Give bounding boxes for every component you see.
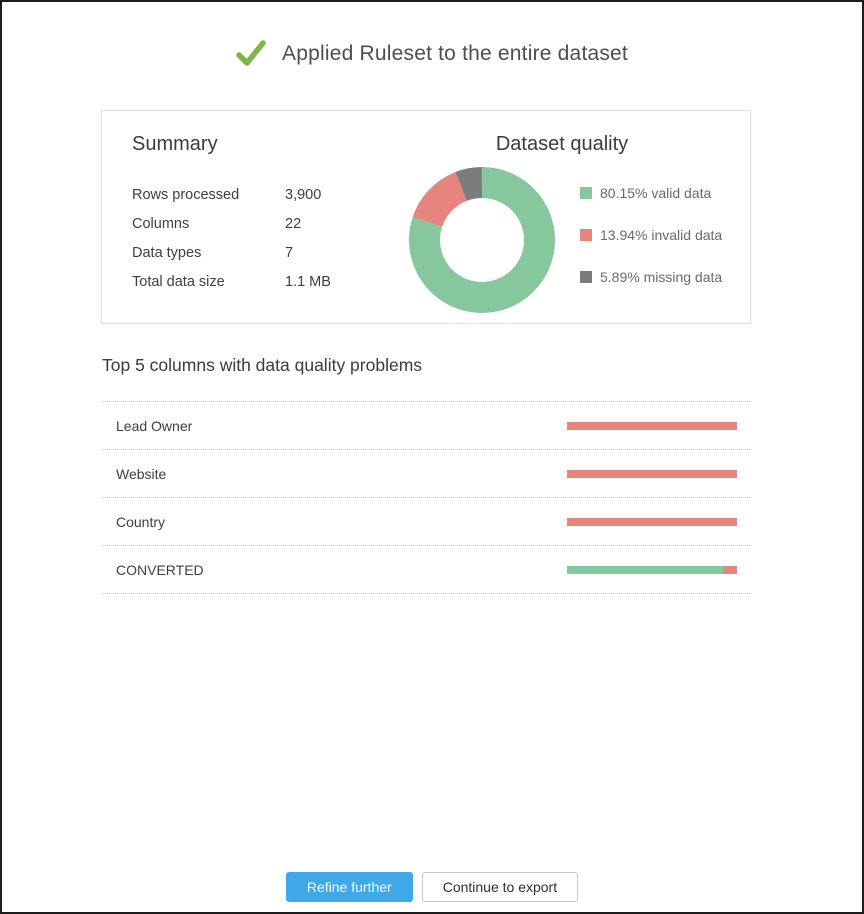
legend-swatch-icon	[580, 187, 592, 199]
summary-stats	[132, 180, 402, 296]
continue-to-export-button[interactable]: Continue to export	[422, 872, 578, 902]
bar-segment	[567, 422, 737, 430]
problem-quality-bar	[567, 422, 737, 430]
legend-swatch-icon	[580, 271, 592, 283]
bar-segment	[567, 518, 737, 526]
refine-further-button[interactable]: Refine further	[286, 872, 413, 902]
legend-swatch-icon	[580, 229, 592, 241]
bar-segment	[723, 566, 737, 574]
problem-quality-bar	[567, 518, 737, 526]
legend-item	[580, 185, 722, 201]
bar-segment	[567, 470, 737, 478]
legend-label: 80.15% valid data	[600, 185, 712, 201]
summary-stat-row	[132, 180, 402, 209]
stat-value: 22	[285, 215, 302, 232]
summary-stat-row	[132, 238, 402, 267]
legend-item	[580, 227, 722, 243]
legend-item	[580, 269, 722, 285]
problem-column-row	[101, 402, 752, 450]
legend-label: 13.94% invalid data	[600, 227, 723, 243]
problem-column-row	[101, 498, 752, 546]
problem-quality-bar	[567, 566, 737, 574]
dataset-quality-heading: Dataset quality	[495, 133, 629, 155]
summary-stat-row	[132, 267, 402, 296]
summary-heading: Summary	[132, 133, 218, 155]
problems-section-heading: Top 5 columns with data quality problems	[102, 355, 423, 375]
problems-table	[101, 401, 752, 594]
stat-value: 1.1 MB	[285, 273, 331, 290]
success-check-icon	[236, 40, 266, 68]
stat-label: Total data size	[132, 273, 225, 290]
stat-label: Rows processed	[132, 186, 240, 203]
quality-donut-chart	[409, 167, 555, 313]
stat-value: 7	[285, 244, 294, 261]
legend-label: 5.89% missing data	[600, 269, 723, 285]
problem-quality-bar	[567, 470, 737, 478]
bar-segment	[567, 566, 723, 574]
summary-card	[101, 110, 751, 324]
stat-value: 3,900	[285, 186, 322, 203]
footer-actions	[2, 872, 862, 902]
problem-column-row	[101, 546, 752, 594]
donut-svg	[409, 167, 555, 313]
stat-label: Data types	[132, 244, 202, 261]
problem-column-name: Country	[116, 513, 166, 530]
problem-column-name: CONVERTED	[116, 561, 204, 578]
quality-legend	[580, 185, 722, 311]
page-title: Applied Ruleset to the entire dataset	[282, 42, 628, 65]
problem-column-name: Website	[116, 465, 167, 482]
result-header	[2, 40, 862, 68]
problem-column-row	[101, 450, 752, 498]
summary-stat-row	[132, 209, 402, 238]
problem-column-name: Lead Owner	[116, 417, 193, 434]
stat-label: Columns	[132, 215, 190, 232]
